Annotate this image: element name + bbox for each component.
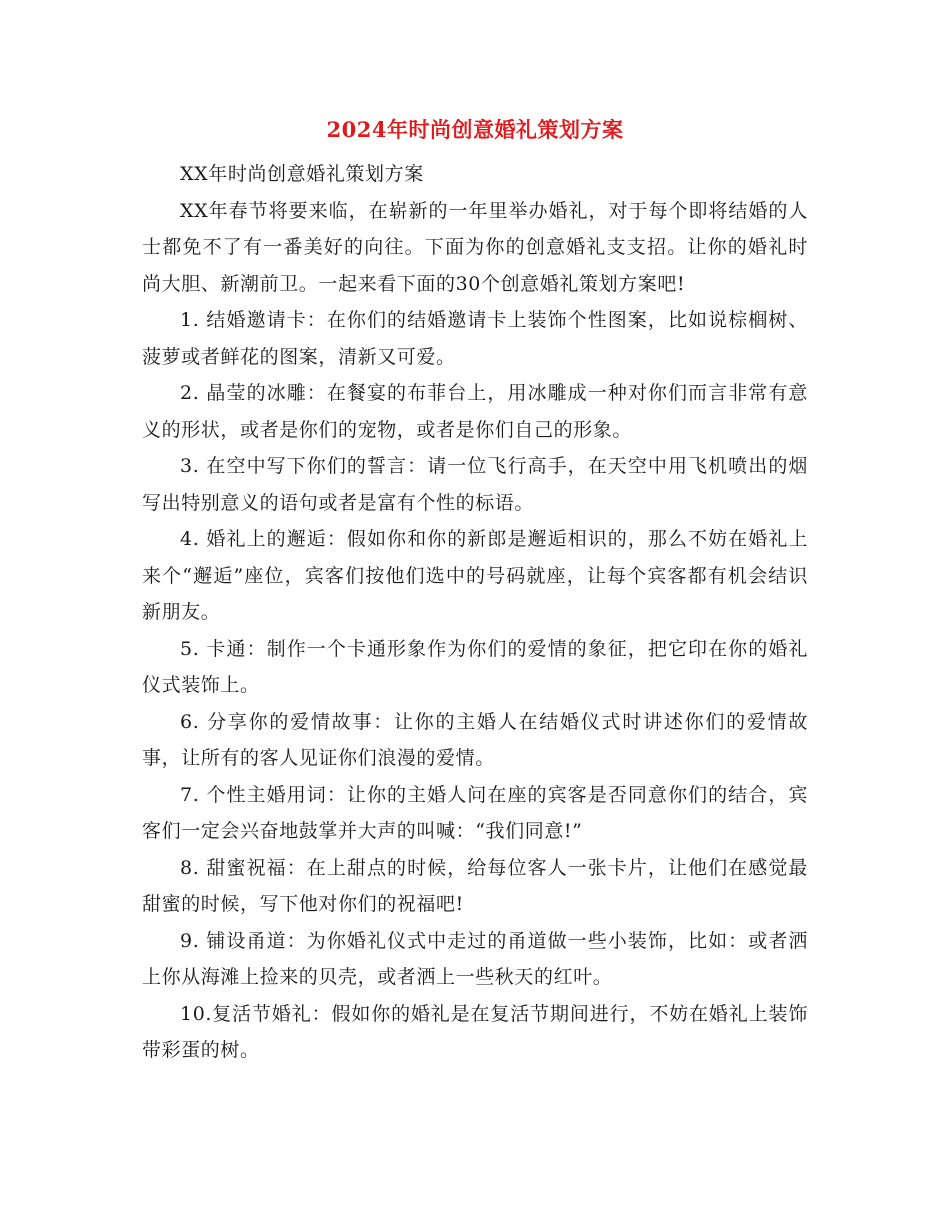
- list-item: 4. 婚礼上的邂逅：假如你和你的新郎是邂逅相识的，那么不妨在婚礼上来个“邂逅”座位，宾客们按他们选中的号码就座，让每个宾客都有机会结识新朋友。: [142, 528, 808, 623]
- list-item: 9. 铺设甬道：为你婚礼仪式中走过的甬道做一些小装饰，比如：或者洒上你从海滩上捡来的贝壳，或者洒上一些秋天的红叶。: [142, 929, 808, 988]
- list-item: 3. 在空中写下你们的誓言：请一位飞行高手，在天空中用飞机喷出的烟写出特别意义的语句或者是富有个性的标语。: [142, 455, 808, 514]
- list-item: 5. 卡通：制作一个卡通形象作为你们的爱情的象征，把它印在你的婚礼仪式装饰上。: [142, 637, 808, 696]
- document-title: 2024年时尚创意婚礼策划方案: [326, 117, 624, 142]
- document-page: [142, 110, 808, 1069]
- list-item: 1. 结婚邀请卡：在你们的结婚邀请卡上装饰个性图案，比如说棕榈树、菠萝或者鲜花的图案，清新又可爱。: [142, 309, 808, 368]
- intro-paragraph: XX年春节将要来临，在崭新的一年里举办婚礼，对于每个即将结婚的人士都免不了有一番美好的向往。下面为你的创意婚礼支支招。让你的婚礼时尚大胆、新潮前卫。一起来看下面的30个创意婚礼策划方案吧!: [142, 199, 808, 295]
- list-item: 2. 晶莹的冰雕：在餐宴的布菲台上，用冰雕成一种对你们而言非常有意义的形状，或者是你们的宠物，或者是你们自己的形象。: [142, 382, 808, 441]
- list-item: 10.复活节婚礼：假如你的婚礼是在复活节期间进行，不妨在婚礼上装饰带彩蛋的树。: [142, 1002, 808, 1061]
- list-item: 7. 个性主婚用词：让你的主婚人问在座的宾客是否同意你们的结合，宾客们一定会兴奋地鼓掌并大声的叫喊：“我们同意!”: [142, 783, 808, 842]
- list-item: 6. 分享你的爱情故事：让你的主婚人在结婚仪式时讲述你们的爱情故事，让所有的客人见证你们浪漫的爱情。: [142, 710, 808, 769]
- list-item: 8. 甜蜜祝福：在上甜点的时候，给每位客人一张卡片，让他们在感觉最甜蜜的时候，写下他对你们的祝福吧!: [142, 856, 808, 915]
- document-subtitle: XX年时尚创意婚礼策划方案: [180, 163, 424, 185]
